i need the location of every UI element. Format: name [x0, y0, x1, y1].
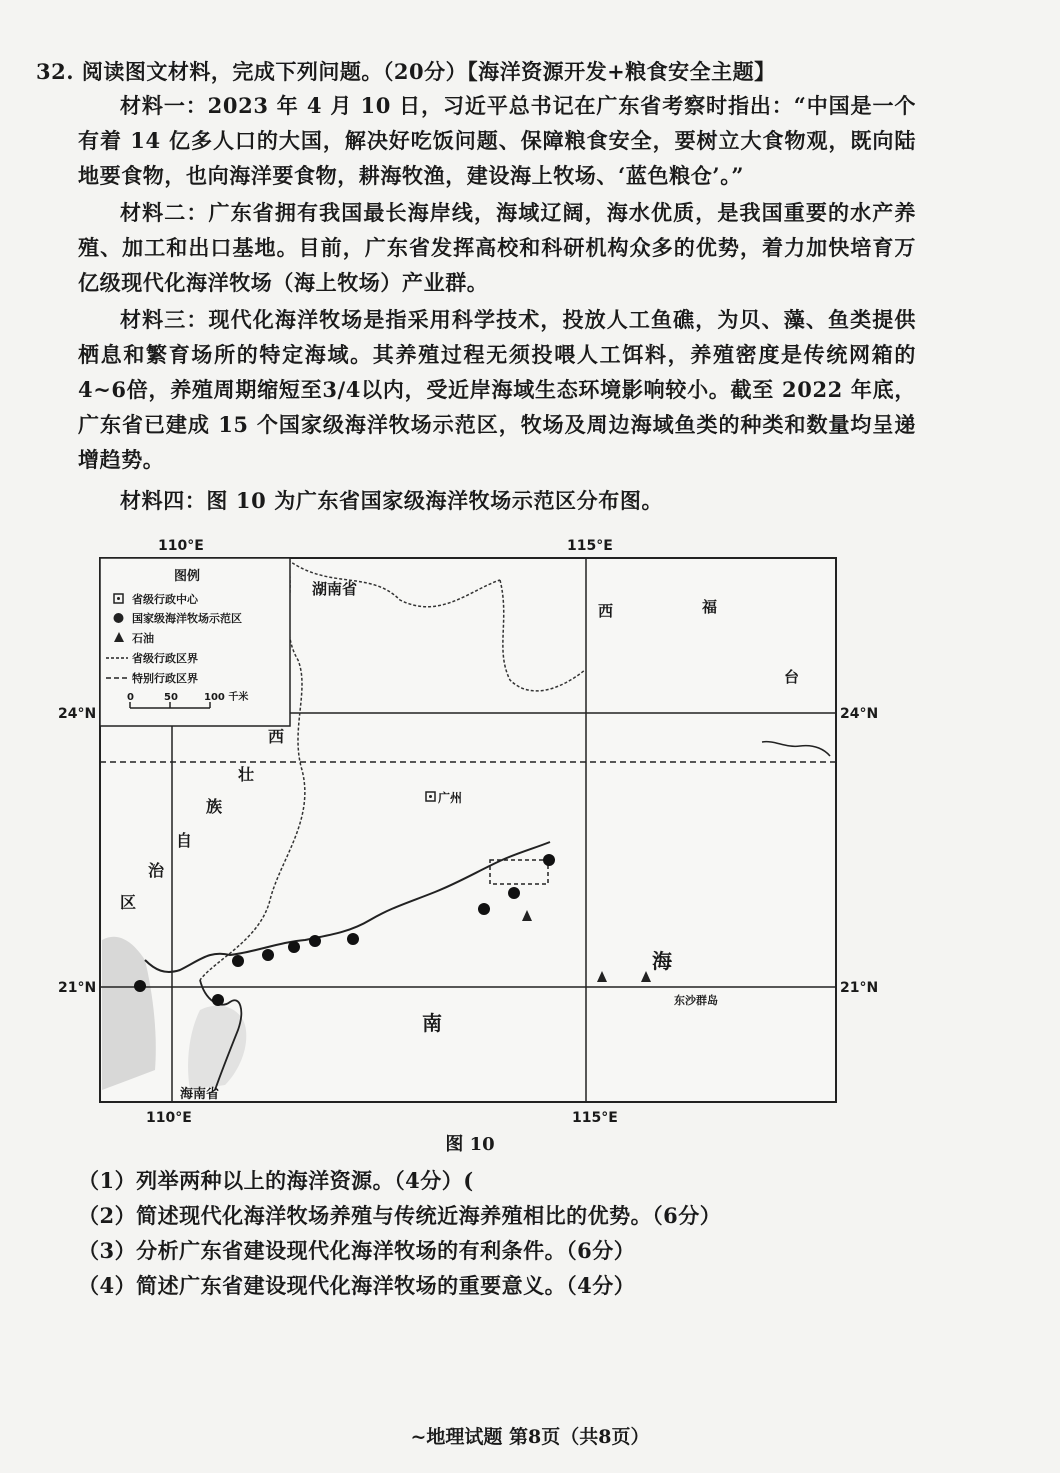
ranch-marker — [288, 941, 300, 953]
scale-label-50: 50 — [164, 692, 178, 703]
label-hai: 海 — [652, 949, 672, 973]
material-4: 材料四：图 10 为广东省国家级海洋牧场示范区分布图。 — [120, 488, 664, 513]
material-1: 材料一：2023 年 4 月 10 日，习近平总书记在广东省考察时指出：“中国是一个有着 14 亿多人口的大国，解决好吃饭问题、保障粮食安全，要树立大食物观，既向陆地要食物，也向海洋要食物，耕海牧渔，建设海上牧场、‘蓝色粮仓’。” — [78, 93, 916, 188]
ranch-marker — [309, 935, 321, 947]
ranch-marker — [262, 949, 274, 961]
ranch-marker — [508, 887, 520, 899]
lat-label-21-left: 21°N — [58, 980, 97, 996]
filled-circle-icon — [114, 613, 124, 623]
label-guangxi-2: 族 — [206, 797, 223, 816]
label-nan: 南 — [422, 1011, 442, 1035]
sub-question-4: （4）简述广东省建设现代化海洋牧场的重要意义。（4分） — [78, 1273, 636, 1298]
square-dot-icon-center — [117, 597, 120, 600]
ranch-marker — [232, 955, 244, 967]
label-guangxi-5: 区 — [120, 893, 137, 912]
legend-item-oil: 石油 — [132, 632, 154, 645]
label-guangxi-1: 壮 — [238, 765, 255, 784]
lon-label-110-bottom: 110°E — [146, 1110, 192, 1126]
capital-guangzhou-dot — [429, 795, 432, 798]
label-hunan: 湖南省 — [312, 580, 358, 598]
label-fu: 福 — [702, 598, 718, 616]
ranch-marker — [212, 994, 224, 1006]
label-guangxi-3: 自 — [176, 831, 193, 850]
lat-label-24-left: 24°N — [58, 706, 97, 722]
scale-label-100: 100 千米 — [204, 692, 249, 703]
lon-label-115-top: 115°E — [567, 538, 613, 554]
scale-label-0: 0 — [127, 692, 134, 703]
ranch-marker — [347, 933, 359, 945]
figure-10-map — [40, 530, 920, 1130]
lon-label-115-bottom: 115°E — [572, 1110, 618, 1126]
page-footer: ~地理试题 第8页（共8页） — [410, 1426, 650, 1448]
label-guangxi-0: 西 — [268, 727, 285, 746]
legend-item-capital: 省级行政中心 — [132, 593, 198, 606]
label-tai: 台 — [784, 668, 800, 686]
legend-item-ranch: 国家级海洋牧场示范区 — [132, 612, 242, 625]
label-hainan: 海南省 — [180, 1087, 220, 1102]
lat-label-24-right: 24°N — [840, 706, 879, 722]
ranch-marker — [478, 903, 490, 915]
ranch-marker — [543, 854, 555, 866]
material-2: 材料二：广东省拥有我国最长海岸线，海域辽阔，海水优质，是我国重要的水产养殖、加工和出口基地。目前，广东省发挥高校和科研机构众多的优势，着力加快培育万亿级现代化海洋牧场（海上牧场）产业群。 — [78, 200, 916, 295]
label-dongsha: 东沙群岛 — [674, 994, 718, 1007]
sub-question-2: （2）简述现代化海洋牧场养殖与传统近海养殖相比的优势。（6分） — [78, 1203, 722, 1228]
ranch-marker — [134, 980, 146, 992]
question-title: 32. 阅读图文材料，完成下列问题。（20分）【海洋资源开发+粮食安全主题】 — [36, 59, 776, 84]
label-guangzhou: 广州 — [438, 791, 463, 805]
material-3: 材料三：现代化海洋牧场是指采用科学技术，投放人工鱼礁，为贝、藻、鱼类提供栖息和繁育场所的特定海域。其养殖过程无须投喂人工饵料，养殖密度是传统网箱的4~6倍，养殖周期缩短至3/4以内，受近岸海域生态环境影响较小。截至 2022 年底，广东省已建成 15 个国家级海洋牧场示范区，牧场及周边海域鱼类的种类和数量均呈递增趋势。 — [78, 307, 916, 472]
lon-label-110-top: 110°E — [158, 538, 204, 554]
legend-item-provincial: 省级行政区界 — [132, 652, 198, 665]
label-guangxi-4: 治 — [148, 861, 165, 880]
legend-item-sar: 特别行政区界 — [132, 672, 198, 685]
figure-caption: 图 10 — [445, 1134, 495, 1155]
label-jiangxi-char: 西 — [598, 602, 614, 620]
map-svg — [40, 530, 920, 1130]
lat-label-21-right: 21°N — [840, 980, 879, 996]
sub-question-3: （3）分析广东省建设现代化海洋牧场的有利条件。（6分） — [78, 1238, 636, 1263]
legend-title: 图例 — [174, 569, 201, 584]
sub-question-1: （1）列举两种以上的海洋资源。（4分）( — [78, 1168, 474, 1193]
